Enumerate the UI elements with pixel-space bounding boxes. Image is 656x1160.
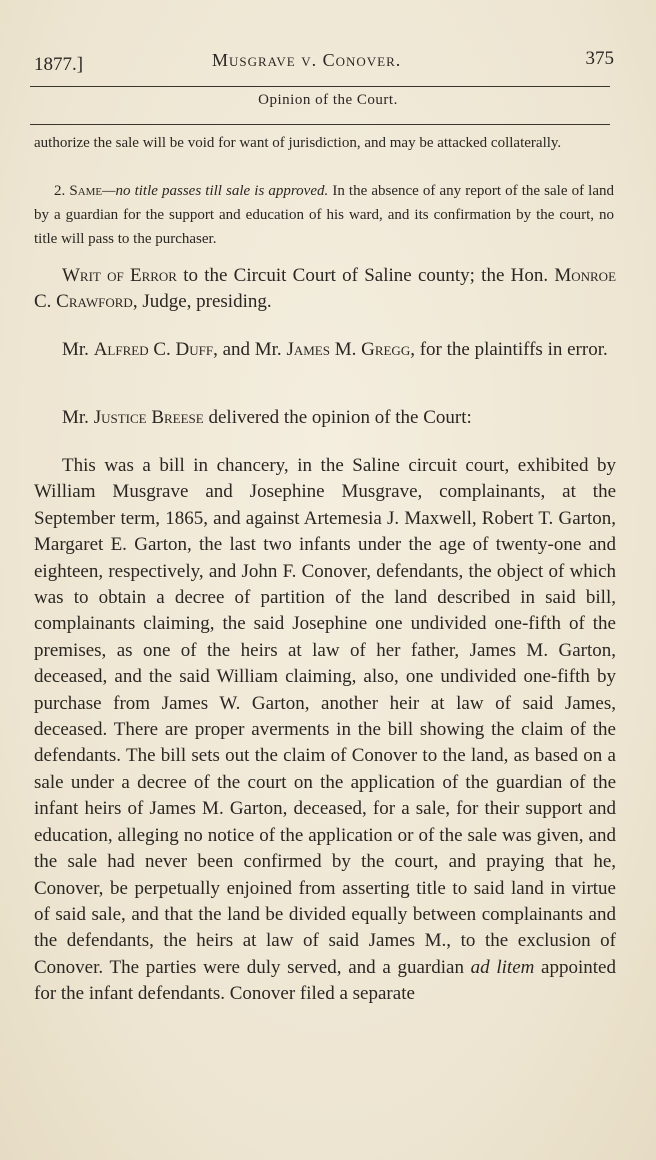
header-rule-bottom bbox=[30, 124, 610, 125]
writ-text-end: , Judge, presiding. bbox=[132, 291, 272, 312]
syllabus-heading: Same bbox=[69, 183, 103, 199]
counsel-name-2: James M. Gregg bbox=[286, 339, 411, 360]
syllabus-paragraph-2 bbox=[34, 179, 614, 251]
running-header bbox=[34, 48, 614, 78]
opinion-attribution bbox=[34, 405, 616, 431]
writ-of-error-caption: Writ of Error bbox=[62, 265, 177, 286]
opinion-text-end: appointed for the infant defendants. Conover filed a separate bbox=[34, 956, 616, 1005]
syllabus-italic-heading: —no title passes till sale is approved. bbox=[102, 183, 329, 199]
section-subheader: Opinion of the Court. bbox=[258, 92, 398, 108]
opinion-body-paragraph bbox=[34, 453, 616, 1008]
header-case-title: Musgrave v. Conover. bbox=[212, 50, 402, 70]
writ-text: to the Circuit Court of Saline county; the Hon. bbox=[176, 265, 555, 286]
syllabus-paragraph-1: authorize the sale will be void for want of jurisdiction, and may be attacked collaterally. bbox=[34, 135, 562, 151]
syllabus-number: 2. bbox=[54, 183, 66, 199]
header-rule-top bbox=[30, 86, 610, 87]
writ-of-error-paragraph bbox=[34, 263, 616, 315]
counsel-name-1: Alfred C. Duff bbox=[93, 339, 214, 360]
counsel-paragraph bbox=[34, 337, 616, 363]
justice-prefix: Mr. bbox=[62, 407, 94, 428]
ad-litem-italic: ad litem bbox=[470, 956, 535, 978]
justice-name: Justice Breese bbox=[93, 407, 204, 428]
judge-name: Monroe C. Crawford bbox=[34, 265, 617, 312]
header-year: 1877.] bbox=[34, 54, 84, 75]
counsel-suffix: , for the plaintiffs in error. bbox=[410, 339, 608, 360]
syllabus-text: In the absence of any report of the sale of land by a guardian for the support and education of his ward, and its confirmation by the court, no title will pass to the purchaser. bbox=[34, 183, 615, 247]
page-number: 375 bbox=[585, 48, 614, 69]
counsel-mid: , and Mr. bbox=[213, 339, 287, 360]
justice-suffix: delivered the opinion of the Court: bbox=[203, 407, 472, 428]
opinion-text: This was a bill in chancery, in the Saline circuit court, exhibited by William Musgrave and Josephine Musgrave, complainants, at the September term, 1865, and against Artemesia J. Maxwell, Robert T. Garton, Margaret E. Garton, the last two infants under the age of twenty-one and eighteen, respectively, and John F. Conover, defendants, the object of which was to obtain a decree of partition of the land described in said bill, complainants claiming, the said Josephine one undivided one-fifth of the premises, as one of the heirs at law of her father, James M. Garton, deceased, and the said William claiming, also, one undivided one-fifth by purchase from James W. Garton, another heir at law of said James, deceased. There are proper averments in the bill showing the claim of the defendants. The bill sets out the claim of Conover to the land, as based on a sale under a decree of the court on the application of the guardian of the infant heirs of James M. Garton, deceased, for a sale, for their support and education, alleging no notice of the application or of the sale was given, and the sale had never been confirmed by the court, and praying that he, Conover, be perpetually enjoined from asserting title to said land in virtue of said sale, and that the land be divided equally between complainants and the defendants, the heirs at law of said James M., to the exclusion of Conover. The parties were duly served, and a guardian bbox=[34, 455, 616, 978]
counsel-prefix: Mr. bbox=[62, 339, 94, 360]
